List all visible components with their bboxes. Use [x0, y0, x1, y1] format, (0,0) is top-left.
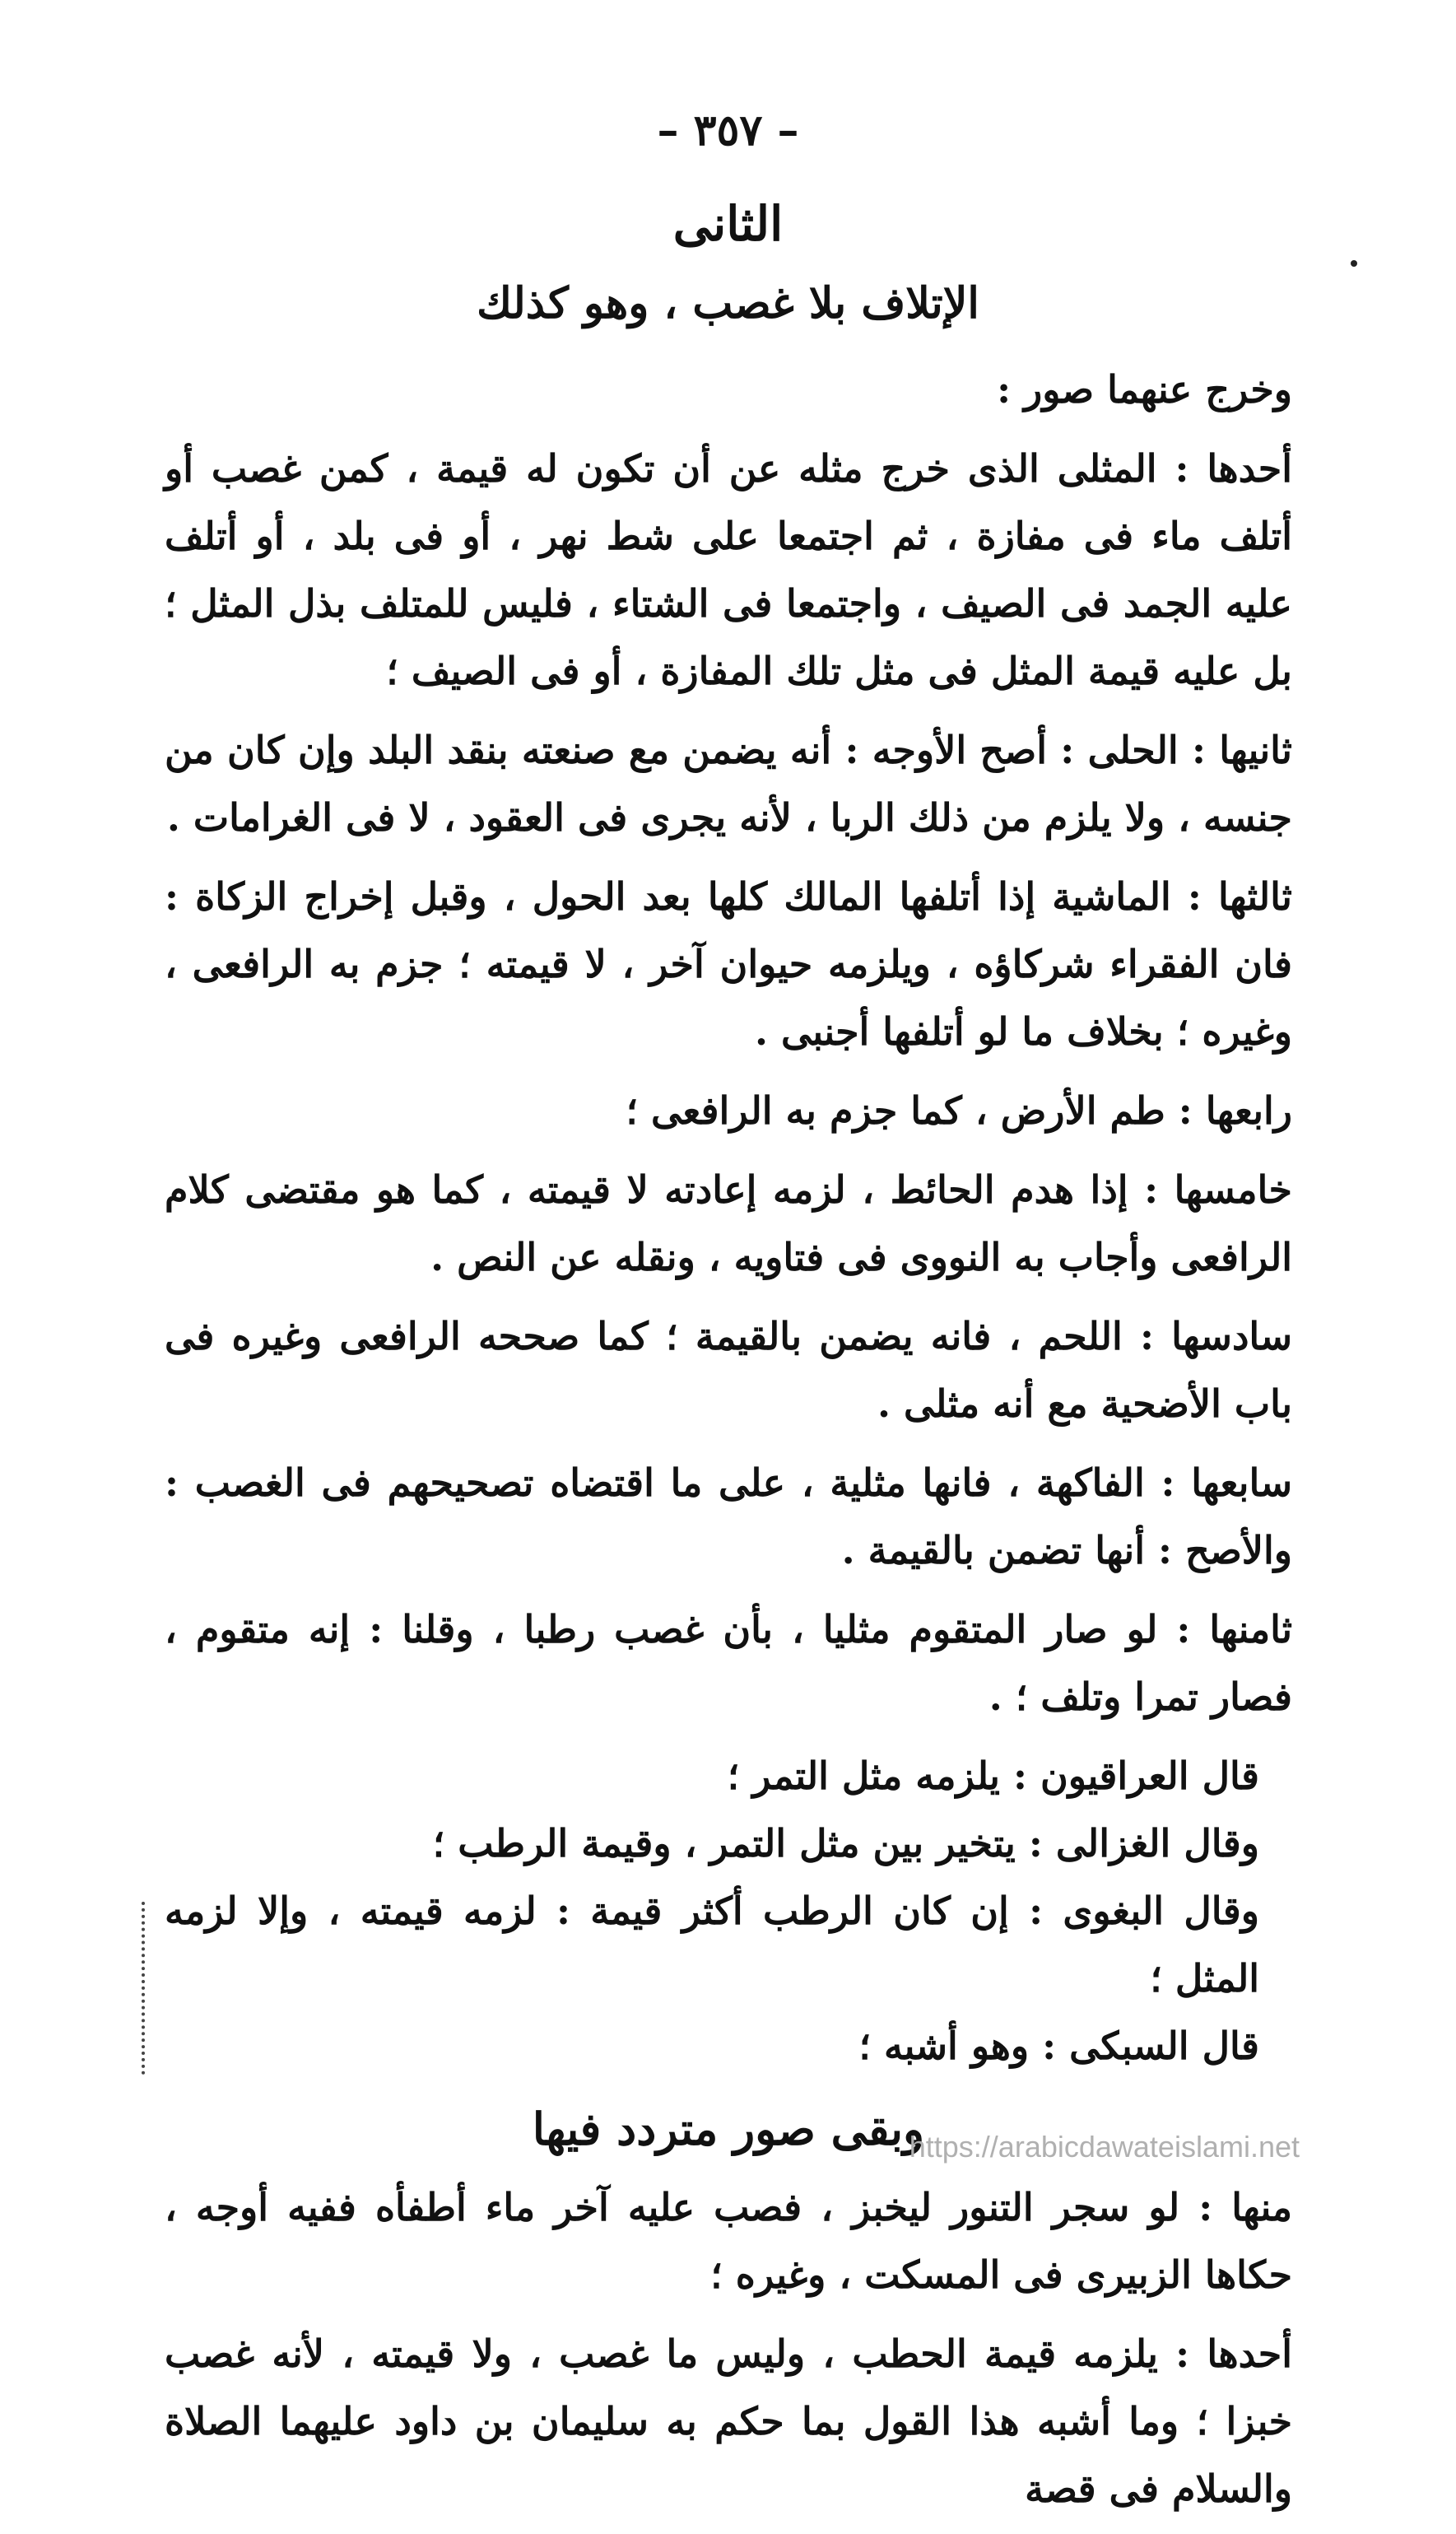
closing-paragraph-first: منها : لو سجر التنور ليخبز ، فصب عليه آخر ماء أطفأه ففيه أوجه ، حكاها الزبيرى فى المسكت ، وغيره ؛	[165, 2185, 1292, 2297]
paragraph-fifth: خامسها : إذا هدم الحائط ، لزمه إعادته لا قيمته ، كما هو مقتضى كلام الرافعى وأجاب به النووى فى فتاويه ، ونقله عن النص .	[165, 1167, 1292, 1279]
paragraph-seventh: سابعها : الفاكهة ، فانها مثلية ، على ما اقتضاه تصحيحهم فى الغصب : والأصح : أنها تضمن بالقيمة .	[165, 1460, 1292, 1572]
margin-bracket	[142, 1902, 148, 2075]
chapter-subtitle: الإتلاف بلا غصب ، وهو كذلك	[477, 278, 979, 328]
section-heading: وبقى صور متردد فيها	[532, 2103, 925, 2155]
quote-baghawi: وقال البغوى : إن كان الرطب أكثر قيمة : لزمه قيمته ، وإلا لزمه المثل ؛	[165, 1889, 1259, 2001]
closing-paragraph-second: أحدها : يلزمه قيمة الحطب ، وليس ما غصب ، ولا قيمته ، لأنه غصب خبزا ؛ وما أشبه هذا القول بما حكم به سليمان بن داود عليهما الصلاة والسلام فى قصة	[165, 2331, 1293, 2511]
paragraph-second: ثانيها : الحلى : أصح الأوجه : أنه يضمن مع صنعته بنقد البلد وإن كان من جنسه ، ولا يلزم من ذلك الربا ، لأنه يجرى فى العقود ، لا فى الغرامات .	[165, 728, 1292, 840]
intro-line: وخرج عنهما صور :	[997, 367, 1292, 412]
page-number: – ٣٥٧ –	[657, 105, 799, 156]
quote-ghazali: وقال الغزالى : يتخير بين مثل التمر ، وقيمة الرطب ؛	[432, 1821, 1259, 1866]
paragraph-sixth: سادسها : اللحم ، فانه يضمن بالقيمة ؛ كما صححه الرافعى وغيره فى باب الأضحية مع أنه مثلى .	[165, 1314, 1292, 1426]
paragraph-third: ثالثها : الماشية إذا أتلفها المالك كلها بعد الحول ، وقبل إخراج الزكاة : فان الفقراء شركاؤه ، ويلزمه حيوان آخر ، لا قيمته ؛ جزم به الرافعى ، وغيره ؛ بخلاف ما لو أتلفها أجنبى .	[165, 874, 1292, 1054]
margin-mark	[1351, 260, 1357, 267]
quote-iraqiyun: قال العراقيون : يلزمه مثل التمر ؛	[727, 1754, 1259, 1798]
paragraph-first: أحدها : المثلى الذى خرج مثله عن أن تكون له قيمة ، كمن غصب أو أتلف ماء فى مفازة ، ثم اجتمعا على شط نهر ، أو فى بلد ، أو أتلف عليه الجمد فى الصيف ، واجتمعا فى الشتاء ، فليس للمتلف بذل المثل ؛ بل عليه قيمة المثل فى مثل تلك المفازة ، أو فى الصيف ؛	[165, 446, 1292, 693]
quote-subki: قال السبكى : وهو أشبه ؛	[858, 2024, 1259, 2068]
paragraph-eighth: ثامنها : لو صار المتقوم مثليا ، بأن غصب رطبا ، وقلنا : إنه متقوم ، فصار تمرا وتلف ؛ .	[165, 1607, 1292, 1719]
watermark-url: https://arabicdawateislami.net	[909, 2130, 1300, 2164]
body-text	[165, 356, 1292, 2534]
chapter-title: الثانى	[672, 196, 784, 252]
paragraph-fourth: رابعها : طم الأرض ، كما جزم به الرافعى ؛	[626, 1088, 1292, 1133]
